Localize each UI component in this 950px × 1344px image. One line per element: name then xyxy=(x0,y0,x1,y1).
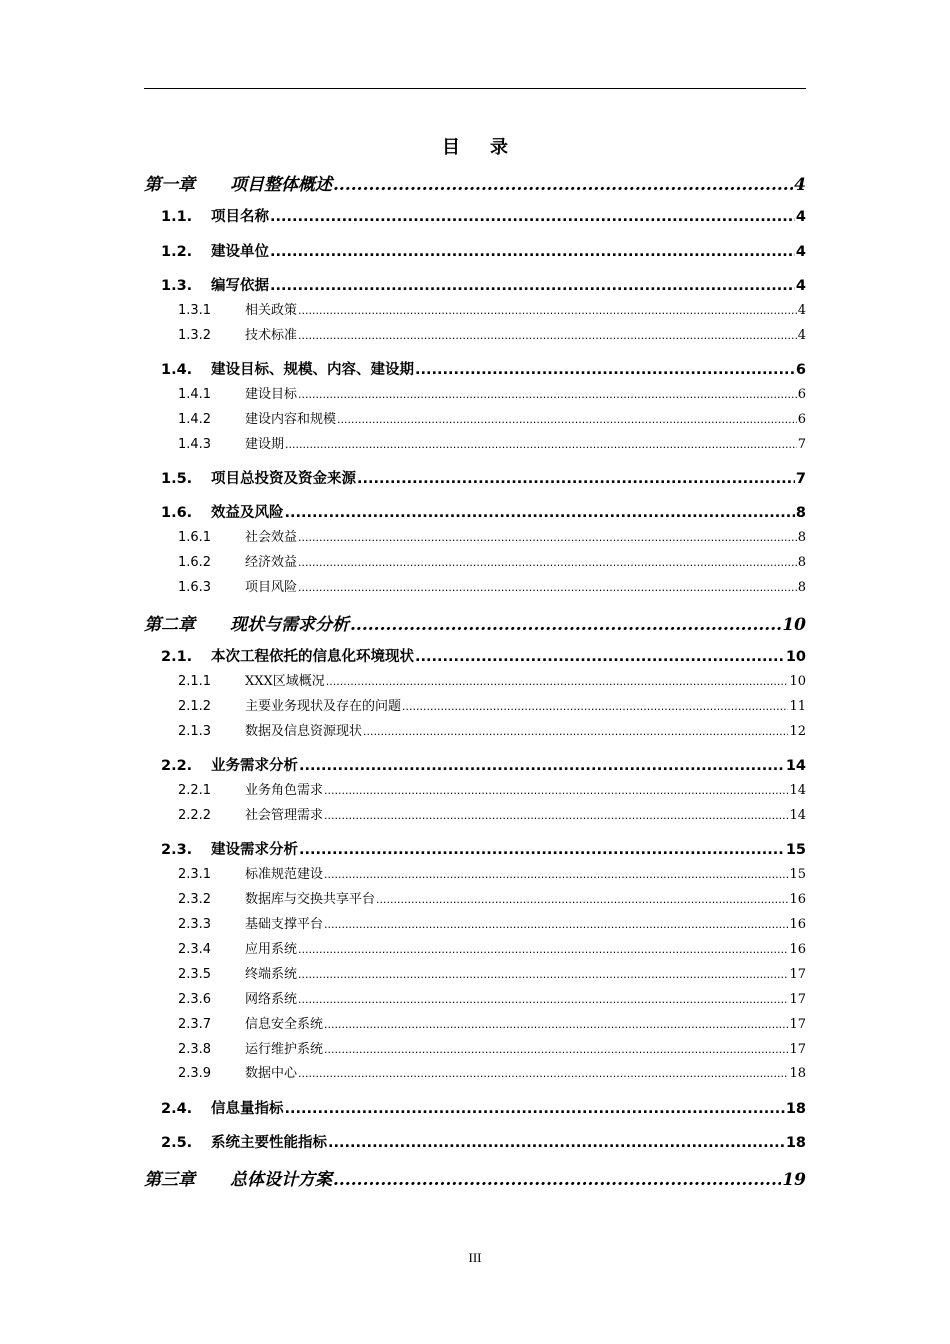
toc-entry-title: 建设期 xyxy=(245,437,285,452)
toc-entry-level-2[interactable] xyxy=(144,501,806,522)
toc-entry-title: 本次工程依托的信息化环境现状 xyxy=(211,649,414,665)
toc-leader-dots xyxy=(285,438,797,451)
toc-entry-page: 8 xyxy=(797,580,806,595)
toc-entry-number: 2.4. xyxy=(161,1101,193,1117)
toc-entry-title: 信息量指标 xyxy=(211,1101,284,1117)
toc-entry-page: 4 xyxy=(797,328,806,343)
toc-entry-number: 第三章 xyxy=(144,1170,195,1190)
toc-entry-page: 14 xyxy=(789,783,806,798)
toc-entry-level-3[interactable] xyxy=(144,299,806,318)
toc-entry-title: 建设目标、规模、内容、建设期 xyxy=(211,362,414,378)
toc-entry-level-3[interactable] xyxy=(144,408,806,427)
toc-entry-page: 11 xyxy=(789,699,806,714)
toc-entry-title: 终端系统 xyxy=(245,967,298,982)
toc-entry-level-3[interactable] xyxy=(144,526,806,545)
toc-entry-level-2[interactable] xyxy=(144,240,806,261)
toc-entry-number: 1.3. xyxy=(161,278,193,294)
toc-entry-level-1[interactable] xyxy=(144,170,806,195)
toc-entry-page: 4 xyxy=(795,209,806,225)
toc-entry-level-2[interactable] xyxy=(144,1097,806,1118)
toc-entry-number: 2.2.1 xyxy=(178,783,212,798)
toc-entry-number: 2.5. xyxy=(161,1135,193,1151)
toc-entry-page: 12 xyxy=(789,724,806,739)
toc-entry-level-3[interactable] xyxy=(144,695,806,714)
toc-leader-dots xyxy=(298,1067,788,1080)
toc-entry-title: XXX区域概况 xyxy=(245,674,325,689)
toc-entry-title: 项目名称 xyxy=(211,209,269,225)
toc-entry-level-2[interactable] xyxy=(144,645,806,666)
toc-entry-level-3[interactable] xyxy=(144,1038,806,1057)
toc-leader-dots xyxy=(298,968,788,981)
toc-leader-dots xyxy=(298,943,788,956)
toc-entry-title: 数据中心 xyxy=(245,1066,298,1081)
toc-leader-dots xyxy=(298,993,788,1006)
toc-entry-page: 19 xyxy=(782,1170,806,1190)
toc-entry-page: 4 xyxy=(795,278,806,294)
toc-leader-dots xyxy=(299,758,785,774)
toc-entry-level-3[interactable] xyxy=(144,938,806,957)
toc-entry-level-3[interactable] xyxy=(144,804,806,823)
toc-entry-level-2[interactable] xyxy=(144,274,806,295)
toc-title-char-2: 录 xyxy=(490,137,508,158)
toc-entry-number: 1.3.2 xyxy=(178,328,212,343)
toc-leader-dots xyxy=(324,784,788,797)
toc-entry-page: 6 xyxy=(795,362,806,378)
toc-entry-title: 技术标准 xyxy=(245,328,298,343)
toc-entry-number: 1.4.1 xyxy=(178,387,212,402)
toc-entry-number: 第一章 xyxy=(144,175,195,195)
toc-entry-level-2[interactable] xyxy=(144,1131,806,1152)
toc-entry-number: 2.3.5 xyxy=(178,967,212,982)
toc-entry-title: 数据及信息资源现状 xyxy=(245,724,363,739)
toc-entry-page: 17 xyxy=(789,1042,806,1057)
toc-entry-title: 网络系统 xyxy=(245,992,298,1007)
toc-entry-title: 社会管理需求 xyxy=(245,808,324,823)
toc-entry-number: 1.4. xyxy=(161,362,193,378)
toc-entry-number: 2.3.4 xyxy=(178,942,212,957)
toc-entry-title: 社会效益 xyxy=(245,530,298,545)
toc-entry-page: 7 xyxy=(797,437,806,452)
toc-title-char-1: 目 xyxy=(442,137,460,158)
toc-entry-number: 2.3.9 xyxy=(178,1066,212,1081)
toc-leader-dots xyxy=(270,209,795,225)
toc-entry-title: 应用系统 xyxy=(245,942,298,957)
toc-leader-dots xyxy=(298,531,797,544)
toc-entry-page: 17 xyxy=(789,967,806,982)
toc-entry-number: 1.5. xyxy=(161,471,193,487)
toc-entry-number: 2.3.2 xyxy=(178,892,212,907)
toc-entry-page: 18 xyxy=(789,1066,806,1081)
toc-leader-dots xyxy=(402,700,788,713)
toc-entry-level-2[interactable] xyxy=(144,467,806,488)
page-number: III xyxy=(468,1250,482,1265)
toc-entry-number: 2.1.1 xyxy=(178,674,212,689)
toc-entry-number: 1.6.3 xyxy=(178,580,212,595)
toc-entry-page: 16 xyxy=(789,917,806,932)
toc-entry-level-1[interactable] xyxy=(144,610,806,635)
toc-entry-title: 业务需求分析 xyxy=(211,758,298,774)
toc-leader-dots xyxy=(270,244,795,260)
toc-entry-number: 1.1. xyxy=(161,209,193,225)
toc-entry-number: 2.1.2 xyxy=(178,699,212,714)
toc-leader-dots xyxy=(324,809,788,822)
toc-entry-level-2[interactable] xyxy=(144,358,806,379)
toc-entry-level-3[interactable] xyxy=(144,551,806,570)
toc-entry-title: 项目总投资及资金来源 xyxy=(211,471,356,487)
toc-entry-page: 16 xyxy=(789,892,806,907)
toc-entry-title: 效益及风险 xyxy=(211,505,284,521)
toc-entry-number: 2.1. xyxy=(161,649,193,665)
toc-entry-page: 4 xyxy=(794,175,806,195)
toc-leader-dots xyxy=(298,581,797,594)
toc-entry-title: 主要业务现状及存在的问题 xyxy=(245,699,402,714)
toc-entry-page: 6 xyxy=(797,387,806,402)
toc-entry-level-3[interactable] xyxy=(144,433,806,452)
toc-entry-level-3[interactable] xyxy=(144,888,806,907)
toc-entry-number: 2.3.3 xyxy=(178,917,212,932)
toc-entry-title: 经济效益 xyxy=(245,555,298,570)
toc-entry-number: 2.2.2 xyxy=(178,808,212,823)
toc-entry-level-3[interactable] xyxy=(144,1062,806,1081)
toc-entry-level-3[interactable] xyxy=(144,988,806,1007)
toc-entry-number: 2.3.7 xyxy=(178,1017,212,1032)
toc-leader-dots xyxy=(298,556,797,569)
toc-entry-page: 7 xyxy=(795,471,806,487)
toc-entry-page: 15 xyxy=(785,842,806,858)
toc-entry-title: 项目整体概述 xyxy=(230,175,332,195)
toc-entry-title: 系统主要性能指标 xyxy=(211,1135,327,1151)
toc-entry-title: 建设内容和规模 xyxy=(245,412,337,427)
toc-entry-level-3[interactable] xyxy=(144,913,806,932)
toc-leader-dots xyxy=(298,304,797,317)
toc-entry-level-3[interactable] xyxy=(144,576,806,595)
toc-leader-dots xyxy=(333,1170,781,1190)
toc-entry-page: 10 xyxy=(789,674,806,689)
toc-entry-level-2[interactable] xyxy=(144,205,806,226)
toc-leader-dots xyxy=(285,505,795,521)
toc-entry-title: 标准规范建设 xyxy=(245,867,324,882)
toc-entry-level-3[interactable] xyxy=(144,324,806,343)
toc-entry-number: 1.6. xyxy=(161,505,193,521)
toc-leader-dots xyxy=(326,675,789,688)
toc-entry-page: 8 xyxy=(797,530,806,545)
toc-leader-dots xyxy=(299,842,785,858)
toc-entry-level-3[interactable] xyxy=(144,670,806,689)
toc-leader-dots xyxy=(298,329,797,342)
toc-entry-title: 项目风险 xyxy=(245,580,298,595)
toc-entry-title: 总体设计方案 xyxy=(230,1170,332,1190)
toc-entry-page: 8 xyxy=(797,555,806,570)
toc-entry-page: 14 xyxy=(789,808,806,823)
toc-leader-dots xyxy=(328,1135,785,1151)
toc-entry-number: 2.2. xyxy=(161,758,193,774)
toc-entry-level-3[interactable] xyxy=(144,863,806,882)
toc-leader-dots xyxy=(270,278,795,294)
toc-entry-level-3[interactable] xyxy=(144,383,806,402)
toc-entry-title: 现状与需求分析 xyxy=(230,615,349,635)
toc-entry-title: 业务角色需求 xyxy=(245,783,324,798)
toc-leader-dots xyxy=(350,615,781,635)
toc-leader-dots xyxy=(415,649,785,665)
toc-title xyxy=(144,133,806,159)
toc-entry-page: 14 xyxy=(785,758,806,774)
toc-entry-page: 17 xyxy=(789,992,806,1007)
toc-entry-number: 2.3.8 xyxy=(178,1042,212,1057)
toc-entry-page: 18 xyxy=(785,1135,806,1151)
header-rule xyxy=(144,88,806,89)
toc-entry-title: 编写依据 xyxy=(211,278,269,294)
toc-entry-title: 基础支撑平台 xyxy=(245,917,324,932)
toc-entry-number: 1.2. xyxy=(161,244,193,260)
toc-entry-level-3[interactable] xyxy=(144,963,806,982)
toc-entry-number: 1.3.1 xyxy=(178,303,212,318)
toc-entry-title: 建设单位 xyxy=(211,244,269,260)
toc-leader-dots xyxy=(333,175,793,195)
toc-entry-level-3[interactable] xyxy=(144,1013,806,1032)
toc-entry-number: 1.4.2 xyxy=(178,412,212,427)
toc-leader-dots xyxy=(363,725,788,738)
toc-entry-number: 2.3.6 xyxy=(178,992,212,1007)
toc-leader-dots xyxy=(357,471,795,487)
toc-leader-dots xyxy=(324,918,788,931)
toc-entry-page: 4 xyxy=(797,303,806,318)
toc-entry-page: 15 xyxy=(789,867,806,882)
toc-entry-title: 建设目标 xyxy=(245,387,298,402)
toc-entry-level-1[interactable] xyxy=(144,1165,806,1190)
toc-entry-title: 相关政策 xyxy=(245,303,298,318)
toc-entry-title: 运行维护系统 xyxy=(245,1042,324,1057)
toc-leader-dots xyxy=(324,868,788,881)
toc-entry-number: 第二章 xyxy=(144,615,195,635)
toc-entry-page: 17 xyxy=(789,1017,806,1032)
toc-leader-dots xyxy=(298,388,797,401)
toc-entry-number: 2.1.3 xyxy=(178,724,212,739)
toc-entry-title: 建设需求分析 xyxy=(211,842,298,858)
toc-entry-number: 2.3. xyxy=(161,842,193,858)
toc-entry-page: 10 xyxy=(782,615,806,635)
toc-entry-number: 1.6.2 xyxy=(178,555,212,570)
toc-entry-title: 数据库与交换共享平台 xyxy=(245,892,376,907)
toc-entry-page: 8 xyxy=(795,505,806,521)
toc-leader-dots xyxy=(285,1101,785,1117)
toc-entry-page: 6 xyxy=(797,412,806,427)
toc-entry-level-3[interactable] xyxy=(144,779,806,798)
toc-entry-page: 18 xyxy=(785,1101,806,1117)
toc-entry-level-2[interactable] xyxy=(144,838,806,859)
toc-entry-level-2[interactable] xyxy=(144,754,806,775)
toc-leader-dots xyxy=(337,413,797,426)
toc-entry-level-3[interactable] xyxy=(144,720,806,739)
toc-entry-title: 信息安全系统 xyxy=(245,1017,324,1032)
toc-entry-page: 4 xyxy=(795,244,806,260)
toc-entry-page: 16 xyxy=(789,942,806,957)
toc-leader-dots xyxy=(324,1043,788,1056)
toc-leader-dots xyxy=(324,1018,788,1031)
toc-entry-page: 10 xyxy=(785,649,806,665)
toc-entry-number: 1.4.3 xyxy=(178,437,212,452)
toc-entry-number: 1.6.1 xyxy=(178,530,212,545)
toc-entry-number: 2.3.1 xyxy=(178,867,212,882)
toc-leader-dots xyxy=(415,362,795,378)
toc-leader-dots xyxy=(376,893,788,906)
